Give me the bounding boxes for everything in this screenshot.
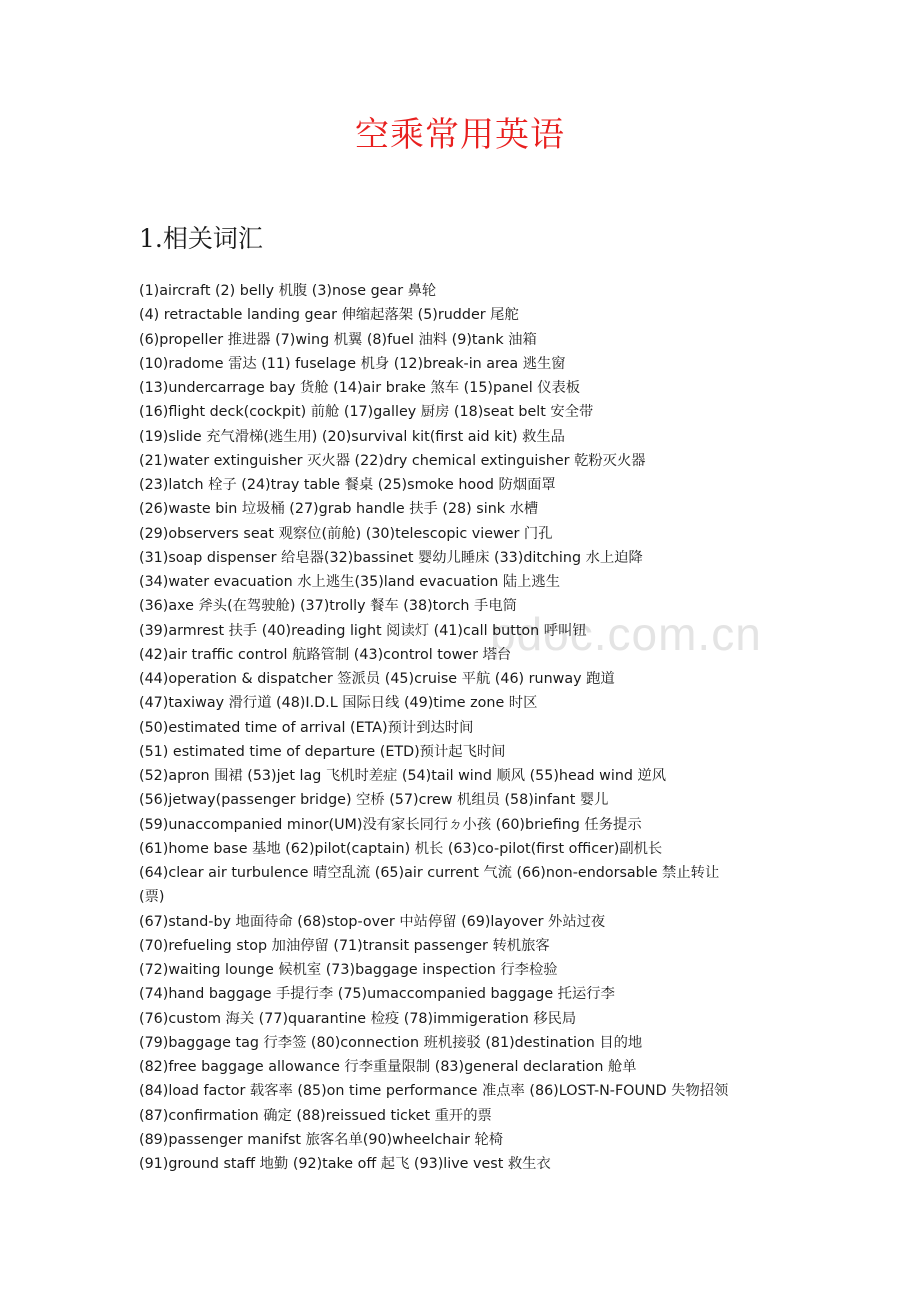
vocabulary-line: (76)custom 海关 (77)quarantine 检疫 (78)immigeration 移民局 [139,1010,577,1027]
vocabulary-line: (74)hand baggage 手提行李 (75)umaccompanied baggage 托运行李 [139,986,615,1003]
vocabulary-line: (13)undercarrage bay 货舱 (14)air brake 煞车 (15)panel 仪表板 [139,380,581,396]
vocabulary-line: (26)waste bin 垃圾桶 (27)grab handle 扶手 (28) sink 水槽 [139,501,539,518]
vocabulary-line: (91)ground staff 地勤 (92)take off 起飞 (93)live vest 救生衣 [139,1156,551,1172]
vocabulary-line: (29)observers seat 观察位(前舱) (30)telescopic viewer 门孔 [139,525,553,542]
vocabulary-line: (42)air traffic control 航路管制 (43)control tower 塔台 [139,646,512,663]
vocabulary-line: (31)soap dispenser 给皂器(32)bassinet 婴幼儿睡床 (33)ditching 水上迫降 [139,549,643,566]
vocabulary-line: (61)home base 基地 (62)pilot(captain) 机长 (63)co-pilot(first officer)副机长 [139,840,663,857]
vocabulary-line: (50)estimated time of arrival (ETA)预计到达时间 [139,719,474,736]
vocabulary-line: (67)stand-by 地面待命 (68)stop-over 中站停留 (69)layover 外站过夜 [139,913,606,930]
watermark: pdoc.com.cn [490,608,762,660]
vocabulary-line: (82)free baggage allowance 行李重量限制 (83)general declaration 舱单 [139,1059,637,1075]
vocabulary-line: (72)waiting lounge 候机室 (73)baggage inspection 行李检验 [139,962,558,978]
vocabulary-line: (16)flight deck(cockpit) 前舱 (17)galley 厨房 (18)seat belt 安全带 [139,404,594,421]
vocabulary-line: (34)water evacuation 水上逃生(35)land evacuation 陆上逃生 [139,574,561,590]
section-heading: 1.相关词汇 [139,224,263,253]
vocabulary-line: (47)taxiway 滑行道 (48)I.D.L 国际日线 (49)time zone 时区 [139,695,538,712]
vocabulary-line: (79)baggage tag 行李签 (80)connection 班机接驳 (81)destination 目的地 [139,1034,643,1051]
vocabulary-line: (10)radome 雷达 (11) fuselage 机身 (12)break-in area 逃生窗 [139,355,566,372]
vocabulary-line: (84)load factor 载客率 (85)on time performance 准点率 (86)LOST-N-FOUND 失物招领 [139,1083,729,1100]
vocabulary-line: (52)apron 围裙 (53)jet lag 飞机时差症 (54)tail wind 顺风 (55)head wind 逆风 [139,768,667,784]
vocabulary-line: (59)unaccompanied minor(UM)没有家长同行ㄉ小孩 (60)briefing 任务提示 [139,816,642,833]
vocabulary-line: (21)water extinguisher 灭火器 (22)dry chemical extinguisher 乾粉灭火器 [139,452,646,469]
vocabulary-line: (4) retractable landing gear 伸缩起落架 (5)rudder 尾舵 [139,307,519,324]
vocabulary-line: (23)latch 栓子 (24)tray table 餐桌 (25)smoke hood 防烟面罩 [139,477,556,493]
vocabulary-line: (39)armrest 扶手 (40)reading light 阅读灯 (41)call button 呼叫钮 [139,622,587,639]
vocabulary-line: (87)confirmation 确定 (88)reissued ticket 重开的票 [139,1107,492,1124]
vocabulary-line: (44)operation & dispatcher 签派员 (45)cruise 平航 (46) runway 跑道 [139,671,615,687]
vocabulary-line: (36)axe 斧头(在驾驶舱) (37)trolly 餐车 (38)torch 手电筒 [139,598,517,615]
vocabulary-line: (89)passenger manifst 旅客名单(90)wheelchair 轮椅 [139,1131,504,1148]
vocabulary-line: (6)propeller 推进器 (7)wing 机翼 (8)fuel 油料 (9)tank 油箱 [139,331,537,348]
vocabulary-line: (64)clear air turbulence 晴空乱流 (65)air current 气流 (66)non-endorsable 禁止转让 [139,865,720,881]
vocabulary-line: (56)jetway(passenger bridge) 空桥 (57)crew 机组员 (58)infant 婴儿 [139,792,609,809]
vocabulary-line: (票) [139,889,165,906]
document-title: 空乘常用英语 [355,115,565,155]
vocabulary-line: (19)slide 充气滑梯(逃生用) (20)survival kit(first aid kit) 救生品 [139,428,565,445]
vocabulary-line: (70)refueling stop 加油停留 (71)transit passenger 转机旅客 [139,937,550,954]
vocabulary-line: (1)aircraft (2) belly 机腹 (3)nose gear 鼻轮 [139,283,437,299]
vocabulary-line: (51) estimated time of departure (ETD)预计起飞时间 [139,743,506,760]
vocabulary-list [139,279,799,1176]
